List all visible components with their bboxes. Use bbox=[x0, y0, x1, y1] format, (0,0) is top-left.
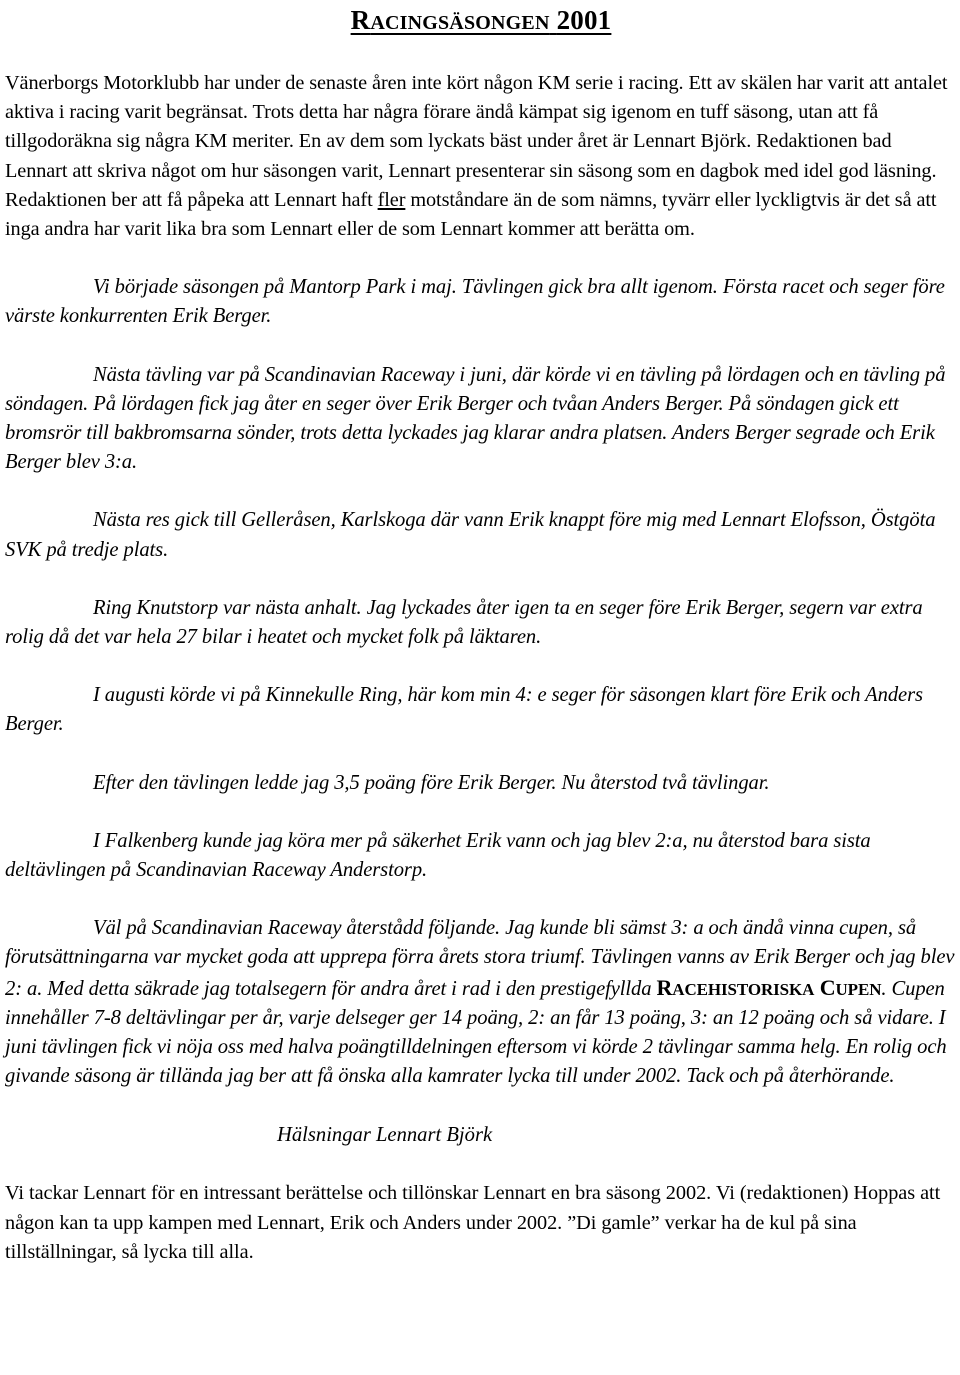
diary-text: I Falkenberg kunde jag köra mer på säkerhet Erik vann och jag blev 2:a, nu återstod bara sista deltävlingen på Scandinavian Raceway Anderstorp. bbox=[5, 829, 871, 882]
diary-text: Nästa res gick till Gelleråsen, Karlskoga där vann Erik knappt före mig med Lennart Elofsson, Östgöta SVK på tredje plats. bbox=[5, 509, 936, 561]
title-smallcaps: ACINGSÄSONGEN bbox=[370, 12, 550, 34]
signature: Hälsningar Lennart Björk bbox=[277, 1124, 493, 1147]
page-title bbox=[5, 0, 957, 41]
diary-paragraph bbox=[5, 506, 957, 564]
diary-text: Ring Knutstorp var nästa anhalt. Jag lyckades åter igen ta en seger före Erik Berger, segern var extra rolig då det var hela 27 bilar i heatet och mycket folk på läktaren. bbox=[5, 596, 923, 649]
document-page bbox=[5, 0, 957, 1267]
diary-text: Nästa tävling var på Scandinavian Raceway i juni, där körde vi en tävling på lördagen och en tävling på söndagen. På lördagen fick jag åter en seger över Erik Berger och tvåan Anders Berger. På söndagen gick ett bromsrör till bakbromsarna sönder, trots detta lyckades jag klarar andra platsen. Anders Berger segrade och Erik Berger blev 3:a. bbox=[5, 363, 946, 474]
diary-paragraph bbox=[5, 594, 957, 652]
diary-paragraph bbox=[5, 681, 957, 739]
title-year: 2001 bbox=[556, 5, 612, 35]
cup-name: RACEHISTORISKA CUPEN bbox=[656, 974, 882, 1000]
intro-emphasis-fler: fler bbox=[377, 188, 406, 211]
diary-text: I augusti körde vi på Kinnekulle Ring, här kom min 4: e seger för säsongen klart före Erik och Anders Berger. bbox=[5, 684, 923, 736]
intro-text-end: motståndare än de som nämns, tyvärr eller lyckligtvis är det så att inga andra har varit lika bra som Lennart eller de som Lennart kommer att berätta om. bbox=[5, 188, 937, 241]
diary-text: Vi började säsongen på Mantorp Park i maj. Tävlingen gick bra allt igenom. Första racet och seger före värste konkurrenten Erik Berger. bbox=[5, 276, 945, 328]
intro-text: Vänerborgs Motorklubb har under de senaste åren inte kört någon KM serie i racing. Ett av skälen har varit att antalet aktiva i racing varit begränsat. Trots detta har några förare ändå kämpat sig igenom en tuff säsong, utan att få tillgodoräkna sig några KM meriter. En av dem som lyckats bäst under året är Lennart Björk. Redaktionen bad Lennart att skriva något om hur säsongen varit, Lennart presenterar sin säsong som en dagbok med idel god läsning. Redaktionen ber att få påpeka att Lennart haft bbox=[5, 72, 948, 211]
diary-paragraph bbox=[5, 273, 957, 331]
diary-paragraph bbox=[5, 361, 957, 478]
diary-paragraph bbox=[5, 769, 957, 798]
diary-paragraph bbox=[5, 914, 957, 1091]
diary-paragraph bbox=[5, 827, 957, 885]
diary-section bbox=[5, 273, 957, 1091]
diary-text: . Cupen innehåller 7-8 deltävlingar per år, varje delseger ger 14 poäng, 2: an får 13 poäng, 3: an 12 poäng och så vidare. I juni tävlingen fick vi nöja oss med halva poängtilldelningen eftersom vi körde 2 tävlingar samma helg. En rolig och givande säsong är tillända jag ber att få önska alla kamrater lycka till under 2002. Tack och på återhörande. bbox=[5, 977, 947, 1088]
closing-paragraph: Vi tackar Lennart för en intressant berättelse och tillönskar Lennart en bra säsong 2002. Vi (redaktionen) Hoppas att någon kan ta upp kampen med Lennart, Erik och Anders under 2002. ”Di gamle” verkar ha de kul på sina tillställningar, så lycka till alla. bbox=[5, 1182, 941, 1263]
diary-text: Efter den tävlingen ledde jag 3,5 poäng före Erik Berger. Nu återstod två tävlingar. bbox=[93, 771, 770, 794]
title-initial: R bbox=[350, 5, 371, 35]
diary-text: Väl på Scandinavian Raceway återstådd följande. Jag kunde bli sämst 3: a och ändå vinna cupen, så förutsättningarna var mycket goda att upprepa förra årets stora triumf. Tävlingen vanns av Erik Berger och jag blev 2: a. Med detta säkrade jag totalsegern för andra året i rad i den prestigefyllda bbox=[5, 917, 955, 1000]
intro-paragraph bbox=[5, 69, 957, 244]
